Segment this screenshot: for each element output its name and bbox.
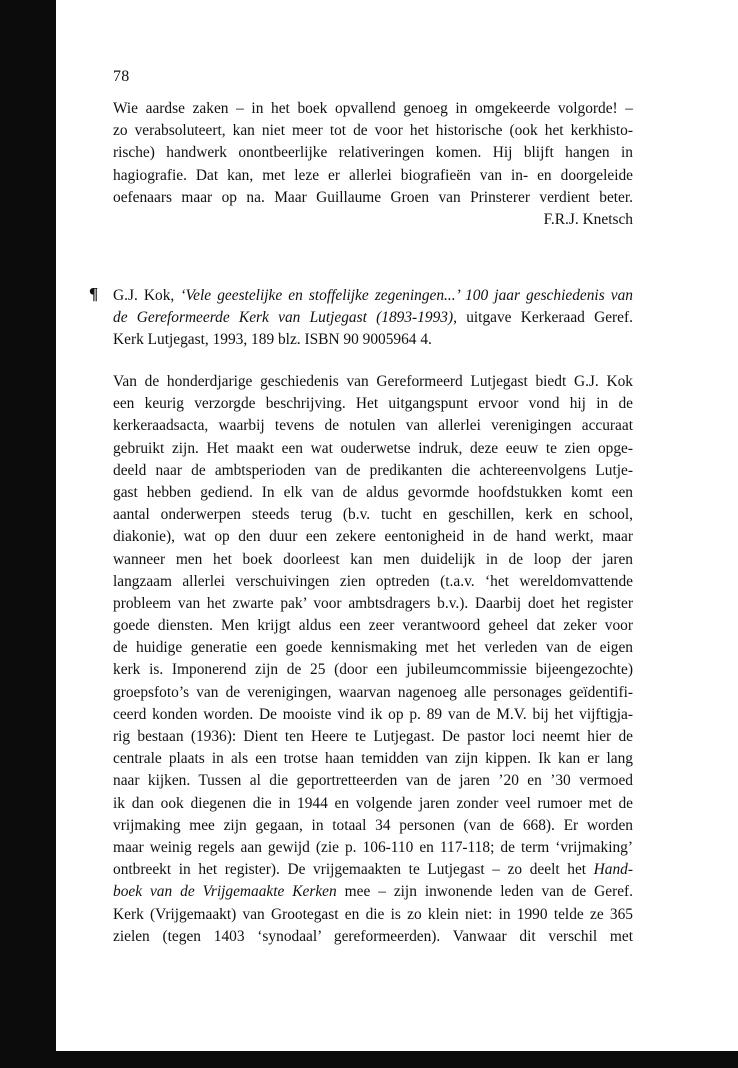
text-line: maar weinig regels aan gewijd (zie p. 106-110 en 117-118; de term ‘vrijmaking’ [113, 838, 633, 856]
entry-author: G.J. Kok, [113, 287, 181, 304]
text-line: oefenaars maar op na. Maar Guillaume Groen van Prinsterer verdient beter. [113, 188, 633, 206]
text-line: deeld naar de ambtsperioden van de predikanten die achtereenvolgens Lutje- [113, 461, 633, 479]
text-line: rig bestaan (1936): Dient ten Heere te Lutjegast. De pastor loci neemt hier de [113, 728, 633, 745]
text-line [113, 881, 633, 903]
page-number: 78 [113, 68, 130, 85]
text-line: Wie aardse zaken – in het boek opvallend genoeg in omgekeerde volgorde! – [113, 100, 633, 117]
text-line: hagiografie. Dat kan, met leze er allerlei biografieën van in- en doorgeleide [113, 166, 633, 184]
text-line: ceerd konden worden. De mooiste vind ik op p. 89 van de M.V. bij het vijftigja- [113, 705, 633, 723]
text-line: aantal onderwerpen steeds terug (b.v. tucht en geschillen, kerk en school, [113, 506, 633, 524]
entry-title: de Gereformeerde Kerk van Lutjegast (1893-1993) [113, 309, 454, 327]
text-line: goede diensten. Men krijgt aldus een zeer verantwoord geheel dat zeker voor [113, 617, 633, 635]
text-run: ontbreekt in het register). De vrijgemaakten te Lutjegast – zo deelt het [113, 861, 594, 879]
text-line [113, 859, 633, 881]
text-line: ik dan ook diegenen die in 1944 en volgende jaren zonder veel rumoer met de [113, 794, 633, 812]
text-line: langzaam allerlei verschuivingen zien optreden (t.a.v. ‘het wereldomvattende [113, 572, 633, 590]
text-line: zo verabsoluteert, kan niet meer tot de voor het historische (ook het kerkhisto- [113, 122, 633, 140]
pilcrow-icon: ¶ [89, 284, 99, 303]
text-line: centrale plaats in als een trotse haan temidden van zijn kippen. Ik kan er lang [113, 750, 633, 768]
text-line: groepsfoto’s van de verenigingen, waarvan nagenoeg alle personages geïdentifi- [113, 683, 633, 701]
text-line: probleem van het zwarte pak’ voor ambtsdragers b.v.). Daarbij doet het register [113, 594, 633, 612]
text-line: een keurig verzorgde beschrijving. Het uitgangspunt ervoor vond hij in de [113, 395, 633, 413]
text-line: diakonie), wat op den duur een zekere eentonigheid in de hand werkt, maar [113, 528, 633, 546]
entry-title: ‘Vele geestelijke en stoffelijke zegeningen...’ 100 jaar geschiedenis van [180, 287, 633, 304]
text-line: de huidige generatie een goede kennismaking met het verleden van de eigen [113, 639, 633, 657]
previous-review [113, 98, 633, 231]
text-run: mee – zijn inwonende leden van de Geref. [336, 883, 634, 901]
text-line: Van de honderdjarige geschiedenis van Gereformeerd Lutjegast biedt G.J. Kok [113, 373, 633, 390]
entry-details: Kerk Lutjegast, 1993, 189 blz. ISBN 90 9005964 4. [113, 331, 432, 349]
text-line: naar kijken. Tussen al die geportretteerden van de jaren ’20 en ’30 vermoed [113, 772, 633, 790]
handbook-title: Hand- [593, 861, 633, 879]
entry-line [113, 285, 633, 307]
review-body [113, 371, 633, 948]
text-line: rische) handwerk onontbeerlijke relativeringen komen. Hij blijft hangen in [113, 144, 633, 162]
book-entry [113, 285, 633, 352]
reviewer-signature: F.R.J. Knetsch [543, 210, 633, 228]
text-line: vrijmaking mee zijn gegaan, in totaal 34 personen (van de 668). Er worden [113, 816, 633, 834]
scan-edge-bottom [56, 1051, 738, 1068]
text-line: gebruikt zijn. Het maakt een wat ouderwetse indruk, deze eeuw te zien opge- [113, 439, 633, 457]
entry-line [113, 307, 633, 329]
text-line: Kerk (Vrijgemaakt) van Grootegast en die is zo klein niet: in 1990 telde ze 365 [113, 905, 633, 923]
entry-publisher: , uitgave Kerkeraad Geref. [453, 309, 633, 327]
text-line: gast hebben gediend. In elk van de aldus gevormde hoofdstukken komt een [113, 483, 633, 501]
text-line: kerkeraadsacta, waarbij tevens de notulen van allerlei verenigingen accuraat [113, 417, 633, 435]
text-line: wanneer men het boek doorleest kan men duidelijk in de loop der jaren [113, 550, 633, 568]
text-line: kerk is. Imponerend zijn de 25 (door een jubileumcommissie bijeengezochte) [113, 661, 633, 679]
scan-edge-left [0, 0, 56, 1068]
handbook-title: boek van de Vrijgemaakte Kerken [113, 883, 337, 901]
text-line: zielen (tegen 1403 ‘synodaal’ gereformeerden). Vanwaar dit verschil met [113, 927, 633, 945]
